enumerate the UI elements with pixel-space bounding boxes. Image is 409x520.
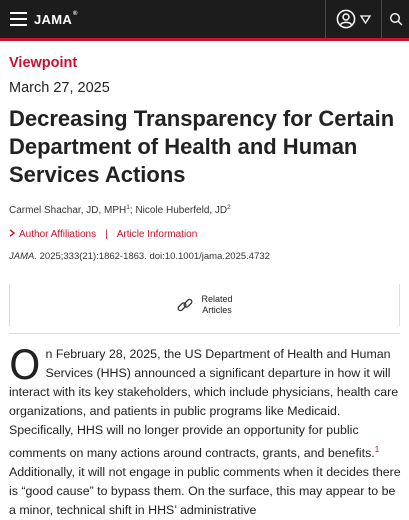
hamburger-menu-icon[interactable] [4,0,32,38]
triangle-down-icon [360,15,371,24]
header-actions [325,0,409,38]
user-account-button[interactable] [325,0,381,38]
body-text-part2: Additionally, it will not engage in public comments when it decides there is “good cause” to bypass them. On the surface, this may appear to be a minor, technical shift in HHS’ administrative [9,465,401,517]
citation-details: 2025;333(21):1862-1863. doi:10.1001/jama.2025.4732 [36,251,270,262]
link-chain-icon [176,296,194,314]
article-citation [9,251,270,262]
drop-cap: O [9,343,41,389]
author-list [9,204,231,216]
related-articles-label [201,294,232,316]
search-icon [389,12,403,26]
chevron-right-icon [9,229,16,237]
body-text-part1: n February 28, 2025, the US Department of Health and Human Services (HHS) announced a significant departure in how it will interact with its key stakeholders, which include physicians, health care organizations, and patients in public programs like Medicaid. Specifically, HHS will no longer provide an opportunity for public comments on many actions around contracts, grants, and benefits. [9,347,399,460]
author-name[interactable]: Nicole Huberfeld, JD [135,205,228,216]
related-label-line1: Related [201,294,233,304]
search-button[interactable] [381,0,409,38]
author-affiliations-label: Author Affiliations [19,229,97,240]
citation-journal: JAMA. [9,251,37,262]
author-affiliation-ref: 1 [126,204,130,211]
top-navigation-bar [0,0,409,38]
related-label-line2: Articles [202,305,232,315]
author-name[interactable]: Carmel Shachar, JD, MPH [9,205,127,216]
article-body-paragraph [9,345,401,520]
publication-date: March 27, 2025 [9,80,110,96]
author-affiliations-link[interactable] [9,229,96,240]
user-account-icon [336,9,356,29]
article-title: Decreasing Transparency for Certain Department of Health and Human Services Actions [9,106,395,187]
section-divider [9,333,400,334]
related-articles-button[interactable] [9,284,400,326]
article-type-label: Viewpoint [9,55,78,71]
reference-link[interactable]: 1 [374,445,380,454]
jama-logo[interactable] [34,12,78,27]
logo-text: JAMA [34,11,73,27]
logo-registered-mark: ® [73,10,78,17]
article-information-link[interactable]: Article Information [116,229,198,240]
article-info-links [9,229,197,240]
author-affiliation-ref: 2 [227,204,231,211]
header-accent-rule [0,38,409,41]
author-separator: ; [129,205,136,216]
link-separator: | [105,229,108,240]
